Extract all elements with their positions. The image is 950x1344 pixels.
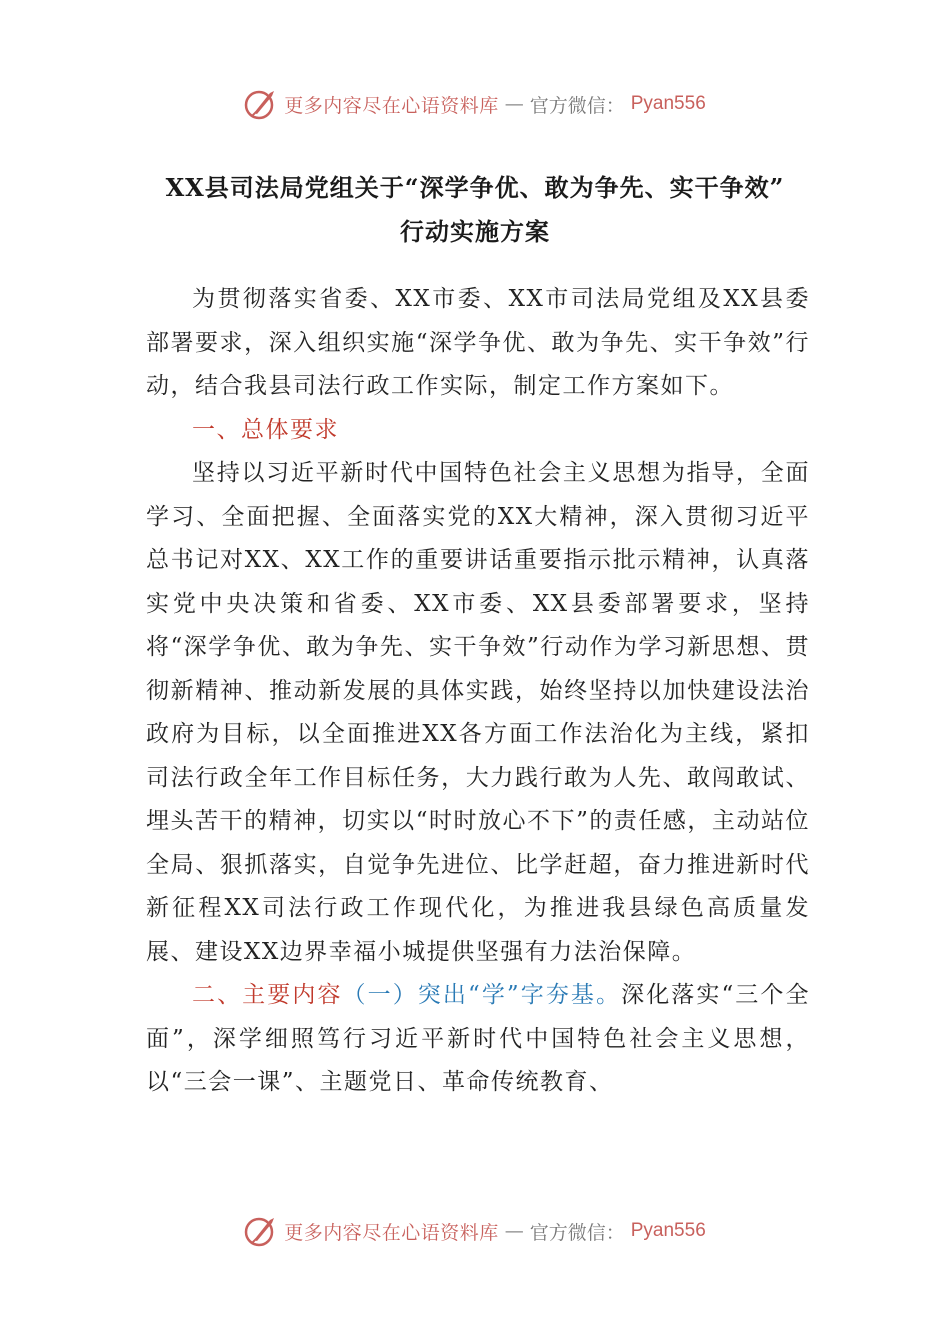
intro-paragraph: 为贯彻落实省委、XX市委、XX市司法局党组及XX县委部署要求，深入组织实施“深学争优、敢为争先、实干争效”行动，结合我县司法行政工作实际，制定工作方案如下。 — [146, 286, 810, 399]
section2-paragraph — [146, 974, 810, 1105]
footer-banner — [0, 1211, 950, 1251]
section1-heading: 一、总体要求 — [192, 416, 339, 443]
header-banner — [0, 84, 950, 124]
banner-wechat-label: 官方微信： — [529, 94, 625, 117]
quill-pen-logo-icon — [244, 1214, 278, 1248]
document-title-line1: XX县司法局党组关于“深学争优、敢为争先、实干争效” — [165, 173, 785, 202]
banner-wechat-label: 官方微信： — [529, 1221, 625, 1244]
section2-subheading: （一）突出“学”字夯基。 — [342, 982, 622, 1008]
section1-paragraph: 坚持以习近平新时代中国特色社会主义思想为指导，全面学习、全面把握、全面落实党的XX大精神，深入贯彻习近平总书记对XX、XX工作的重要讲话重要指示批示精神，认真落实党中央决策和省委、XX市委、XX县委部署要求，坚持将“深学争优、敢为争先、实干争效”行动作为学习新思想、贯彻新精神、推动新发展的具体实践，始终坚持以加快建设法治政府为目标，以全面推进XX各方面工作法治化为主线，紧扣司法行政全年工作目标任务，大力践行敢为人先、敢闯敢试、埋头苦干的精神，切实以“时时放心不下”的责任感，主动站位全局、狠抓落实，自觉争先进位、比学赶超，奋力推进新时代新征程XX司法行政工作现代化，为推进我县绿色高质量发展、建设XX边界幸福小城提供坚强有力法治保障。 — [146, 460, 810, 965]
banner-separator: — — [504, 93, 524, 115]
section2-body: 深化落实“三个全面”，深学细照笃行习近平新时代中国特色社会主义思想，以“三会一课”、主题党日、革命传统教育、 — [146, 982, 810, 1095]
banner-separator: — — [504, 1220, 524, 1242]
quill-pen-logo-icon — [244, 87, 278, 121]
banner-text: 更多内容尽在心语资料库 — [284, 94, 499, 117]
banner-wechat-id: Pyan556 — [630, 93, 706, 114]
banner-wechat-id: Pyan556 — [630, 1220, 706, 1241]
document-title-line2: 行动实施方案 — [400, 217, 550, 246]
section2-heading: 二、主要内容 — [192, 982, 343, 1008]
document-body — [146, 278, 810, 1105]
banner-text: 更多内容尽在心语资料库 — [284, 1221, 499, 1244]
